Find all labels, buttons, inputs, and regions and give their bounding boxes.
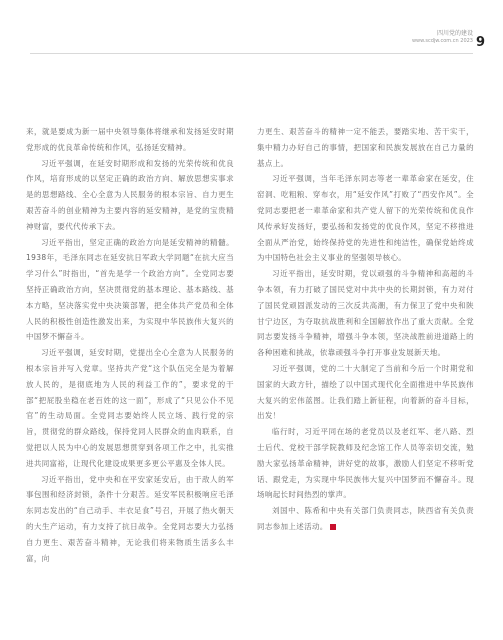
page-number: 9: [475, 35, 485, 50]
issue-year: 2023: [460, 38, 473, 44]
paragraph: 习近平强调，在延安时期形成和发扬的光荣传统和优良作风，培育形成的以坚定正确的政治方向、解放思想实事求是的思想路线、全心全意为人民服务的根本宗旨、自力更生艰苦奋斗的创业精神为主要内容的延安精神，是党的宝贵精神财富，要代代传承下去。: [26, 158, 234, 231]
paragraph: 习近平强调，党的二十大制定了当前和今后一个时期党和国家的大政方针，描绘了以中国式现代化全面推进中华民族伟大复兴的宏伟蓝图。让我们踏上新征程，向着新的奋斗目标，出发！: [257, 363, 474, 421]
magazine-name: 四川党的建设: [436, 30, 473, 37]
paragraph: 习近平强调，当年毛泽东同志等老一辈革命家在延安，住窑洞、吃粗粮、穿布衣，用“延安作风”打败了“西安作风”。全党同志要把老一辈革命家和共产党人留下的光荣传统和优良作风传承好发扬好，要弘扬和发扬党的优良作风，坚定不移推进全面从严治党，始终保持党的先进性和纯洁性，确保党始终成为中国特色社会主义事业的坚强领导核心。: [257, 174, 474, 263]
header-divider: [30, 53, 473, 54]
header-site-line: [412, 38, 473, 45]
paragraph: 临行时，习近平同在场的老党员以及老红军、老八路、烈士后代、党校干部学院教师及纪念馆工作人员等亲切交流，勉励大家弘扬革命精神，讲好党的故事，激励人们坚定不移听党话、跟党走，为实现中华民族伟大复兴中国梦而不懈奋斗。现场响起长时间热烈的掌声。: [257, 427, 474, 500]
paragraph: 习近平指出，坚定正确的政治方向是延安精神的精髓。1938年，毛泽东同志在延安抗日军政大学同题“在抗大应当学习什么”时指出，“首先是学一个政治方向”。全党同志要坚持正确政治方向，坚决贯彻党的基本理论、基本路线、基本方略，坚决落实党中央决策部署，把全体共产党员和全体人民的积极性创造性激发出来，为实现中华民族伟大复兴的中国梦不懈奋斗。: [26, 237, 234, 342]
paragraph: 刘国中、陈希和中央有关部门负责同志，陕西省有关负责同志参加上述活动。: [257, 506, 474, 531]
site-url[interactable]: www.scdjw.com.cn: [411, 38, 459, 44]
paragraph: 习近平指出，延安时期，党以顽强的斗争精神和高超的斗争本领，有力打破了国民党对中共中央的长期封锁，有力对付了国民党顽固派发动的三次反共高潮，有力保卫了党中央和陕甘宁边区，为夺取抗战胜利和全国解放作出了重大贡献。全党同志要发扬斗争精神，增强斗争本领，坚决战胜前进道路上的各种困难和挑战，依靠顽强斗争打开事业发展新天地。: [257, 269, 474, 358]
left-column: [26, 124, 234, 566]
paragraph: 习近平指出，党中央和在平安家延安后，由于敌人的军事包围和经济封锁，条件十分艰苦。延安军民积极响应毛泽东同志发出的“自己动手、丰衣足食”号召，开展了热火朝天的大生产运动，有力支持了抗日战争。全党同志要大力弘扬自力更生、艰苦奋斗精神，无论我们将来物质生活多么丰富，向: [26, 474, 234, 563]
end-of-article-mark: [330, 524, 336, 530]
paragraph: 力更生、艰苦奋斗的精神一定不能丢，要踏实地、苦干实干，集中精力办好自己的事情，把国家和民族发展放在自己力量的基点上。: [257, 127, 474, 168]
right-column: [257, 124, 474, 535]
paragraph: 习近平强调，延安时期，党提出全心全意为人民服务的根本宗旨并写入党章。坚持共产党“这个队伍完全是为着解放人民的，是彻底地为人民的利益工作的”，要求党的干部“把屁股坐稳在老百姓的这一面”，形成了“只见公仆不见官”的生动局面。全党同志要始终人民立场、践行党的宗旨，贯彻党的群众路线，保持党同人民群众的血肉联系，自觉把以人民为中心的发展思想贯穿到各项工作之中，扎实推进共同富裕，让现代化建设成果更多更公平惠及全体人民。: [26, 348, 234, 468]
paragraph: 来，就是要成为新一届中央领导集体将继承和发扬延安时期党形成的优良革命传统和作风，弘扬延安精神。: [26, 127, 234, 152]
page-header: [412, 30, 473, 45]
